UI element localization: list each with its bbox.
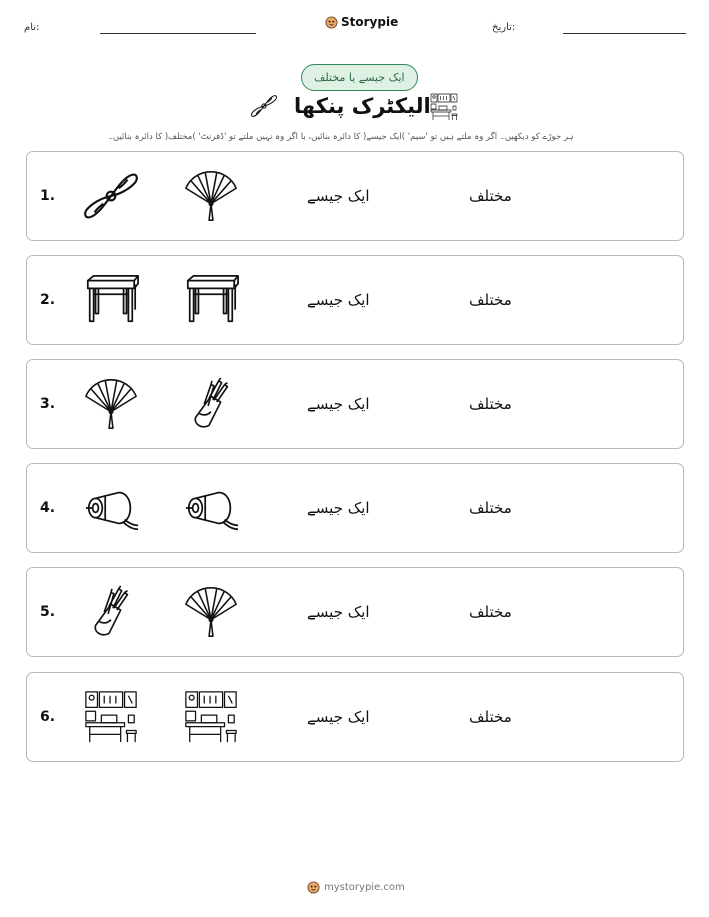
row-number: 2.	[40, 292, 56, 308]
propeller-icon	[250, 92, 278, 120]
motor-icon	[82, 479, 140, 537]
row-number: 5.	[40, 604, 56, 620]
question-row-4	[26, 463, 684, 553]
wires-icon	[182, 375, 240, 433]
different-option[interactable]: مختلف	[469, 708, 512, 726]
row-number: 4.	[40, 500, 56, 516]
question-row-2	[26, 255, 684, 345]
mascot-icon	[325, 16, 338, 29]
brand-name: Storypie	[341, 15, 399, 29]
different-option[interactable]: مختلف	[469, 395, 512, 413]
instructions: ہر جوڑے کو دیکھیں۔ اگر وہ ملتے ہیں تو 'سیم' )ایک جیسے( کا دائرہ بنائیں، یا اگر وہ نہیں ملتے تو 'ڈفرنٹ' )مختلف( کا دائرہ بنائیں۔	[108, 132, 574, 142]
same-option[interactable]: ایک جیسے	[307, 395, 370, 413]
table-icon	[182, 271, 240, 329]
same-option[interactable]: ایک جیسے	[307, 187, 370, 205]
question-row-1	[26, 151, 684, 241]
different-option[interactable]: مختلف	[469, 603, 512, 621]
name-label: نام:	[24, 22, 40, 33]
page-title: الیکٹرک پنکھا	[294, 94, 431, 118]
question-row-5	[26, 567, 684, 657]
same-option[interactable]: ایک جیسے	[307, 708, 370, 726]
hand-fan-icon	[182, 167, 240, 225]
motor-icon	[182, 479, 240, 537]
workshop-icon	[82, 688, 140, 746]
date-line[interactable]	[563, 33, 686, 34]
different-option[interactable]: مختلف	[469, 499, 512, 517]
different-option[interactable]: مختلف	[469, 187, 512, 205]
name-line[interactable]	[100, 33, 256, 34]
wires-icon	[82, 583, 140, 641]
same-option[interactable]: ایک جیسے	[307, 291, 370, 309]
same-option[interactable]: ایک جیسے	[307, 499, 370, 517]
row-number: 1.	[40, 188, 56, 204]
hand-fan-icon	[82, 375, 140, 433]
row-number: 6.	[40, 709, 56, 725]
topic-badge: ایک جیسے یا مختلف	[301, 64, 418, 91]
different-option[interactable]: مختلف	[469, 291, 512, 309]
workshop-icon	[428, 92, 460, 122]
row-number: 3.	[40, 396, 56, 412]
propeller-icon	[82, 167, 140, 225]
footer-link[interactable]: mystorypie.com	[324, 882, 405, 893]
question-row-6	[26, 672, 684, 762]
table-icon	[82, 271, 140, 329]
brand	[325, 15, 398, 29]
question-row-3	[26, 359, 684, 449]
workshop-icon	[182, 688, 240, 746]
hand-fan-icon	[182, 583, 240, 641]
footer	[307, 881, 405, 894]
same-option[interactable]: ایک جیسے	[307, 603, 370, 621]
date-label: تاریخ:	[492, 22, 516, 33]
mascot-icon	[307, 881, 320, 894]
